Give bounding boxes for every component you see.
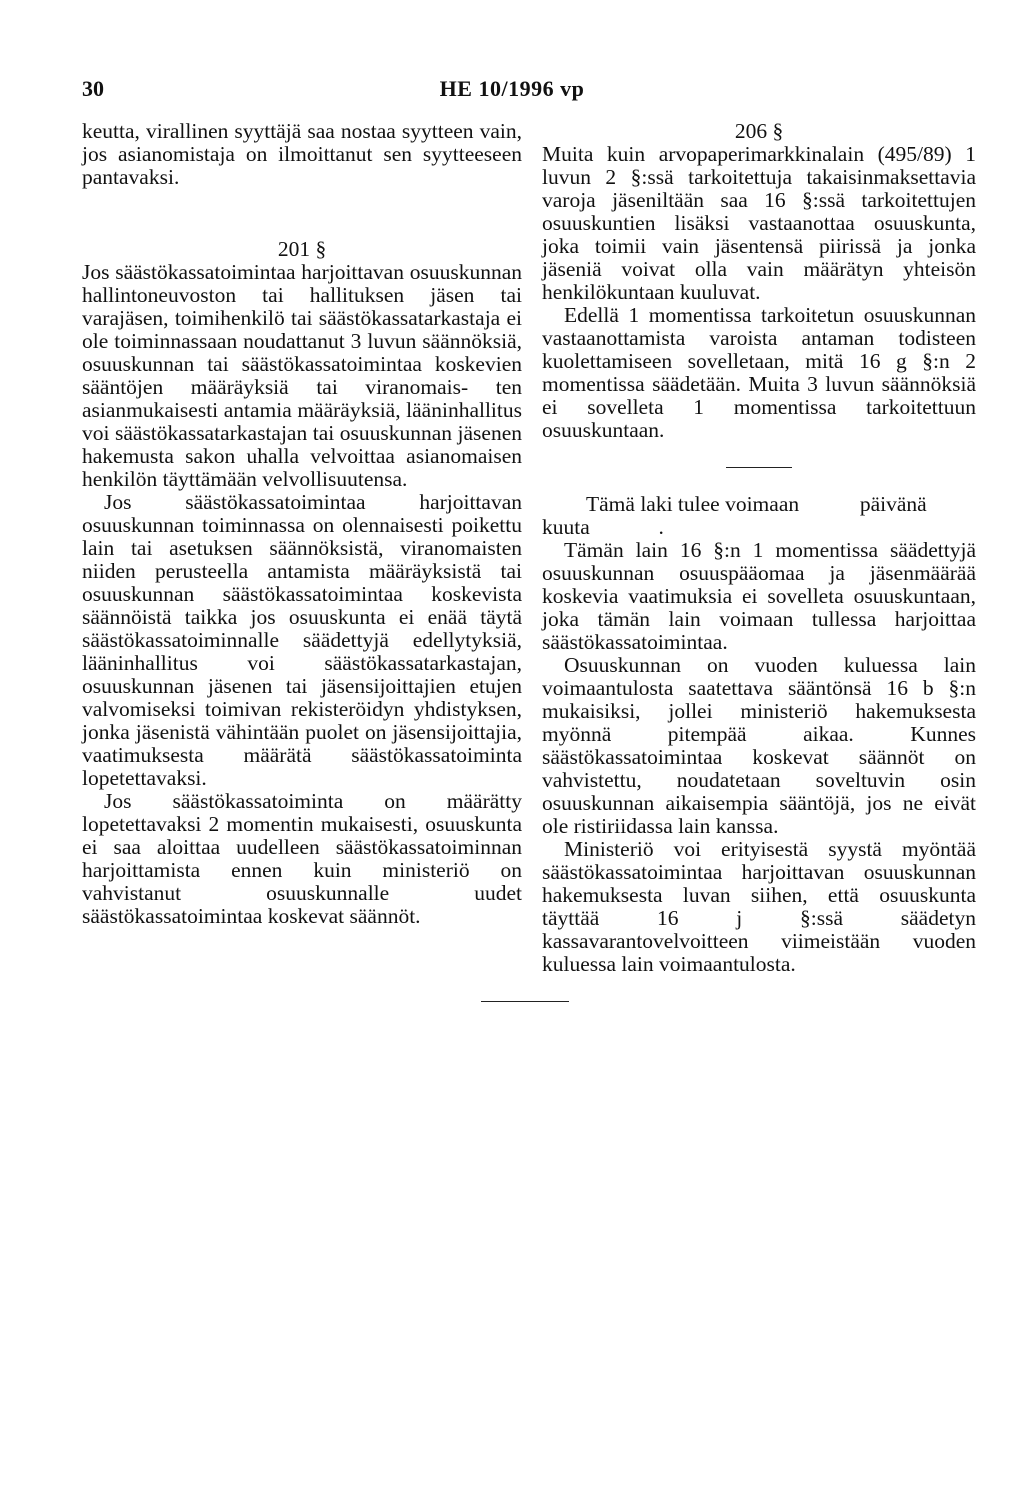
- section-206: [542, 120, 976, 442]
- left-column: [82, 120, 522, 928]
- paragraph: Jos säästökassatoiminta on määrätty lopetettavaksi 2 momentin mukaisesti, osuuskunta ei saa aloittaa uudelleen säästökassatoiminnan harjoittamista ennen kuin ministeriö on vahvistanut osuuskunnalle uudet säästökassatoimintaa koskevat säännöt.: [82, 789, 522, 928]
- paragraph: Ministeriö voi erityisestä syystä myöntää säästökassatoimintaa harjoittavan osuuskunnan hakemuksesta luvan siihen, että osuuskunta täyttää 16 j §:ssä säädetyn kassavarantovelvoitteen viimeistään vuoden kuluessa lain voimaantulosta.: [542, 837, 976, 976]
- section-heading-201: 201 §: [277, 237, 327, 261]
- entry-into-force: [542, 493, 976, 976]
- section-201: [82, 238, 522, 928]
- page-number: 30: [82, 76, 104, 101]
- entry-into-force-start: Tämä laki tulee voimaan: [586, 492, 800, 516]
- section-heading-206: 206 §: [734, 119, 784, 143]
- entry-into-force-month-line: [542, 516, 976, 539]
- entry-into-force-date-line: [542, 493, 976, 516]
- paragraph: Jos säästökassatoimintaa harjoittavan osuuskunnan toiminnassa on olennaisesti poikettu lain tai asetuksen säännöksistä, viranomaisten niiden perusteella antamista määräyksistä tai osuuskunnan säästökassatoimintaa koskevista säännöistä taikka jos osuuskunta ei enää täytä säästökassatoiminnalle säädettyjä edellytyksiä, lääninhallitus voi säästökassatarkastajan, osuuskunnan jäsenen tai jäsensijoittajien etujen valvomiseksi toimivan rekisteröidyn yhdistyksen, jonka jäsenistä vähintään puolet on jäsensijoittajia, vaatimuksesta määrätä säästökassatoiminta lopetettavaksi.: [82, 490, 522, 790]
- paragraph: Osuuskunnan on vuoden kuluessa lain voimaantulosta saatettava sääntönsä 16 b §:n mukaisiksi, jollei ministeriö hakemuksesta myönnä pitempää aikaa. Kunnes säästökassatoimintaa koskevat säännöt on vahvistettu, noudatetaan soveltuvin osin osuuskunnan aikaisempia sääntöjä, jos ne eivät ole ristiriidassa lain kanssa.: [542, 653, 976, 838]
- entry-into-force-month: kuuta: [542, 515, 590, 539]
- paragraph: Jos säästökassatoimintaa harjoittavan osuuskunnan hallintoneuvoston tai hallituksen jäsen tai varajäsen, toimihenkilö tai säästökassatarkastaja ei ole toiminnassaan noudattanut 3 luvun säännöksiä, osuuskunnan tai säästökassatoimintaa koskevien sääntöjen määräyksiä tai viranomais- ten asianmukaisesti antamia määräyksiä, lääninhallitus voi säästökassatarkastajan tai osuuskunnan jäsenen hakemusta sakon uhalla velvoittaa asianomaisen henkilön täyttämään velvollisuutensa.: [82, 260, 522, 491]
- paragraph: Muita kuin arvopaperimarkkinalain (495/89) 1 luvun 2 §:ssä tarkoitettuja takaisinmaksettavia varoja jäseniltään saa 16 §:ssä tarkoitettujen osuuskuntien lisäksi vastaanottaa osuuskunta, joka toimii vain jäsentensä piirissä ja jonka jäseniä voivat olla vain määrätyn yhteisön henkilökuntaan kuuluvat.: [542, 142, 976, 304]
- continued-paragraph: keutta, virallinen syyttäjä saa nostaa syytteen vain, jos asianomistaja on ilmoittanut sen syytteeseen pantavaksi.: [82, 119, 522, 189]
- entry-into-force-dot: .: [658, 515, 664, 539]
- entry-into-force-day: päivänä: [859, 492, 927, 516]
- right-column: [542, 120, 976, 976]
- paragraph: Tämän lain 16 §:n 1 momentissa säädettyjä osuuskunnan osuuspääomaa ja jäsenmäärää koskevia vaatimuksia ei sovelleta osuuskuntaan, joka tämän lain voimaan tullessa harjoittaa säästökassatoimintaa.: [542, 538, 976, 654]
- running-head: HE 10/1996 vp: [439, 76, 585, 101]
- end-rule: [481, 1001, 569, 1002]
- section-separator: [726, 467, 792, 468]
- paragraph: Edellä 1 momentissa tarkoitetun osuuskunnan vastaanottamista varoista antaman todisteen kuolettamiseen sovelletaan, mitä 16 g §:n 2 momentissa säädetään. Muita 3 luvun säännöksiä ei sovelleta 1 momentissa tarkoitettuun osuuskuntaan.: [542, 303, 976, 442]
